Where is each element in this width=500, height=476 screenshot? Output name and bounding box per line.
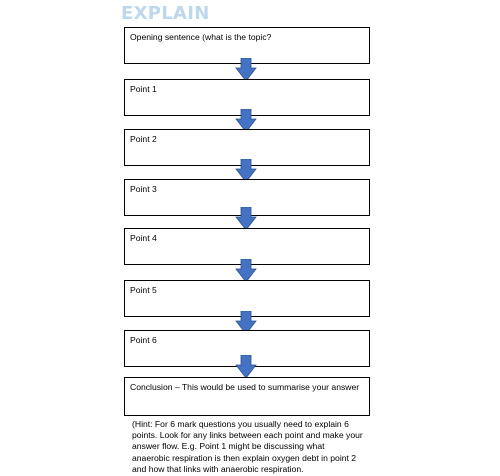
point-1-label: Point 1 [130,84,157,94]
point-3-label: Point 3 [130,184,157,194]
conclusion-label: Conclusion – This would be used to summarise your answer [130,382,360,392]
point-5-label: Point 5 [130,285,157,295]
hint-text: (Hint: For 6 mark questions you usually need to explain 6 points. Look for any links between each point and make your answer flow. E.g. Point 1 might be discussing what anaerobic respiration is then explain oxygen debt in point 2 and how that links with anaerobic respiration. [132,419,363,474]
page-title: EXPLAIN [121,3,210,24]
arrow-down-icon [235,355,257,379]
point-6-label: Point 6 [130,335,157,345]
opening-sentence-label: Opening sentence (what is the topic? [130,32,272,42]
conclusion-box [124,377,370,416]
point-4-label: Point 4 [130,233,157,243]
point-2-label: Point 2 [130,134,157,144]
